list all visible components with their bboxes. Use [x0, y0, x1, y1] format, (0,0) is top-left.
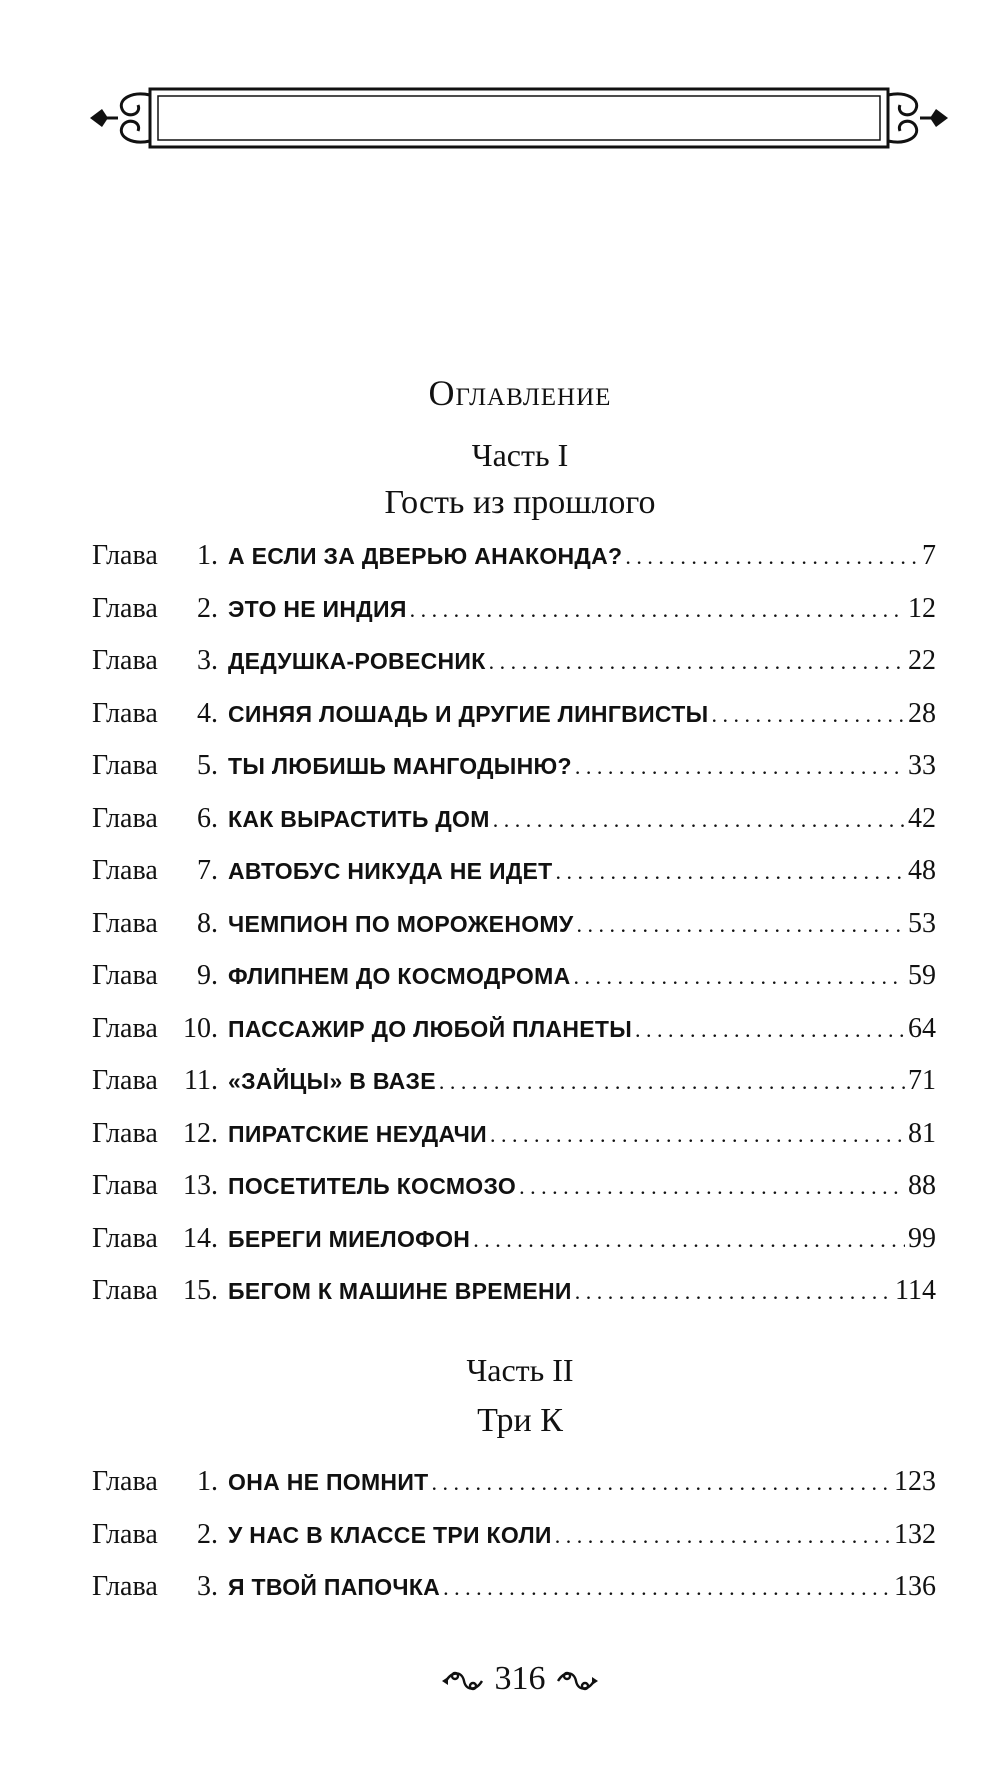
page-number: 316	[494, 1660, 546, 1697]
chapter-page: 48	[908, 855, 936, 886]
toc-entry	[92, 750, 936, 803]
chapter-word: Глава	[92, 1222, 158, 1254]
chapter-page: 59	[908, 960, 936, 991]
chapter-page: 12	[908, 592, 936, 624]
chapter-word: Глава	[92, 697, 158, 729]
dot-leader	[439, 1069, 905, 1095]
toc-entry	[92, 1519, 936, 1572]
dot-leader	[573, 964, 905, 990]
chapter-title: Я ТВОЙ ПАПОЧКА	[228, 1574, 441, 1600]
chapter-title: ЧЕМПИОН ПО МОРОЖЕНОМУ	[228, 910, 574, 937]
toc-entry	[92, 1118, 936, 1171]
header-ornament	[88, 85, 950, 157]
chapter-title: КАК ВЫРАСТИТЬ ДОМ	[228, 805, 490, 832]
dot-leader	[575, 1279, 892, 1305]
chapter-title: А ЕСЛИ ЗА ДВЕРЬЮ АНАКОНДА?	[228, 543, 623, 569]
dot-leader	[473, 1227, 905, 1253]
part-1-chapter-list	[92, 540, 936, 1328]
chapter-title: ТЫ ЛЮБИШЬ МАНГОДЫНЮ?	[228, 753, 572, 779]
chapter-number: 14.	[183, 1222, 218, 1254]
dot-leader	[635, 1017, 905, 1043]
chapter-word: Глава	[92, 1571, 158, 1602]
toc-entry	[92, 540, 936, 593]
toc-title: Оглавление	[428, 373, 612, 414]
chapter-title: СИНЯЯ ЛОШАДЬ И ДРУГИЕ ЛИНГВИСТЫ	[228, 700, 709, 727]
chapter-word: Глава	[92, 1117, 158, 1149]
part-1-label: Часть I	[471, 437, 569, 473]
part-2-label: Часть II	[466, 1352, 574, 1388]
chapter-title: ПИРАТСКИЕ НЕУДАЧИ	[228, 1120, 487, 1147]
dot-leader	[490, 1122, 905, 1148]
part-1-title: Гость из прошлого	[384, 484, 656, 521]
chapter-page: 7	[922, 540, 936, 571]
dot-leader	[711, 702, 905, 728]
chapter-title: БЕРЕГИ МИЕЛОФОН	[228, 1225, 471, 1252]
chapter-page: 22	[908, 645, 936, 676]
chapter-page: 123	[894, 1466, 936, 1497]
dot-leader	[489, 649, 905, 675]
chapter-title: ДЕДУШКА-РОВЕСНИК	[228, 648, 486, 674]
chapter-page: 99	[908, 1222, 936, 1254]
chapter-number: 11.	[184, 1065, 218, 1096]
toc-entry	[92, 1065, 936, 1118]
toc-entry	[92, 1571, 936, 1624]
chapter-number: 15.	[183, 1275, 218, 1306]
dot-leader	[432, 1470, 891, 1496]
chapter-word: Глава	[92, 1170, 158, 1201]
chapter-number: 13.	[183, 1170, 218, 1201]
chapter-word: Глава	[92, 750, 158, 781]
chapter-page: 64	[908, 1012, 936, 1044]
dot-leader	[625, 544, 919, 570]
chapter-page: 28	[908, 697, 936, 729]
toc-entry	[92, 960, 936, 1013]
dot-leader	[443, 1575, 891, 1601]
chapter-page: 88	[908, 1170, 936, 1201]
chapter-word: Глава	[92, 960, 158, 991]
chapter-word: Глава	[92, 1275, 158, 1306]
chapter-word: Глава	[92, 1518, 158, 1550]
chapter-title: ПАССАЖИР ДО ЛЮБОЙ ПЛАНЕТЫ	[228, 1015, 633, 1042]
dot-leader	[493, 807, 905, 833]
chapter-number: 10.	[183, 1012, 218, 1044]
chapter-page: 53	[908, 907, 936, 939]
toc-entry	[92, 593, 936, 646]
chapter-number: 3.	[197, 1571, 218, 1602]
page-folio	[0, 1660, 1000, 1698]
chapter-title: ОНА НЕ ПОМНИТ	[228, 1469, 429, 1495]
chapter-title: У НАС В КЛАССЕ ТРИ КОЛИ	[228, 1521, 552, 1548]
chapter-word: Глава	[92, 1012, 158, 1044]
dot-leader	[577, 912, 906, 938]
chapter-page: 71	[908, 1065, 936, 1096]
toc-entry	[92, 645, 936, 698]
chapter-word: Глава	[92, 855, 158, 886]
part-2-chapter-list	[92, 1466, 936, 1624]
toc-entry	[92, 1170, 936, 1223]
chapter-title: ЭТО НЕ ИНДИЯ	[228, 595, 407, 622]
chapter-title: «ЗАЙЦЫ» В ВАЗЕ	[228, 1068, 436, 1094]
chapter-number: 5.	[197, 750, 218, 781]
chapter-number: 2.	[197, 1518, 218, 1550]
chapter-number: 6.	[197, 802, 218, 834]
chapter-number: 4.	[197, 697, 218, 729]
dot-leader	[519, 1174, 905, 1200]
chapter-page: 33	[908, 750, 936, 781]
chapter-page: 42	[908, 802, 936, 834]
chapter-title: АВТОБУС НИКУДА НЕ ИДЕТ	[228, 858, 553, 884]
chapter-word: Глава	[92, 1065, 158, 1096]
toc-entry	[92, 1223, 936, 1276]
dot-leader	[555, 1523, 891, 1549]
chapter-number: 8.	[197, 907, 218, 939]
dot-leader	[575, 754, 905, 780]
toc-entry	[92, 855, 936, 908]
chapter-number: 1.	[197, 1466, 218, 1497]
toc-entry	[92, 1275, 936, 1328]
toc-entry	[92, 908, 936, 961]
toc-entry	[92, 1466, 936, 1519]
chapter-number: 2.	[197, 592, 218, 624]
folio-left-ornament-icon	[442, 1668, 486, 1694]
chapter-word: Глава	[92, 1466, 158, 1497]
chapter-word: Глава	[92, 645, 158, 676]
header-frame-ornament-icon	[88, 85, 950, 157]
chapter-title: ФЛИПНЕМ ДО КОСМОДРОМА	[228, 963, 571, 989]
chapter-page: 114	[895, 1275, 936, 1306]
folio-right-ornament-icon	[554, 1668, 598, 1694]
part-2-title: Три К	[477, 1402, 563, 1439]
dot-leader	[410, 597, 905, 623]
chapter-number: 9.	[197, 960, 218, 991]
chapter-title: БЕГОМ К МАШИНЕ ВРЕМЕНИ	[228, 1278, 572, 1304]
chapter-page: 81	[908, 1117, 936, 1149]
chapter-page: 132	[894, 1518, 936, 1550]
chapter-word: Глава	[92, 540, 158, 571]
toc-entry	[92, 698, 936, 751]
chapter-number: 1.	[197, 540, 218, 571]
chapter-page: 136	[894, 1571, 936, 1602]
dot-leader	[556, 859, 905, 885]
chapter-word: Глава	[92, 592, 158, 624]
toc-entry	[92, 803, 936, 856]
toc-entry	[92, 1013, 936, 1066]
chapter-title: ПОСЕТИТЕЛЬ КОСМОЗО	[228, 1173, 517, 1199]
chapter-word: Глава	[92, 802, 158, 834]
chapter-number: 12.	[183, 1117, 218, 1149]
chapter-number: 3.	[197, 645, 218, 676]
chapter-number: 7.	[197, 855, 218, 886]
chapter-word: Глава	[92, 907, 158, 939]
